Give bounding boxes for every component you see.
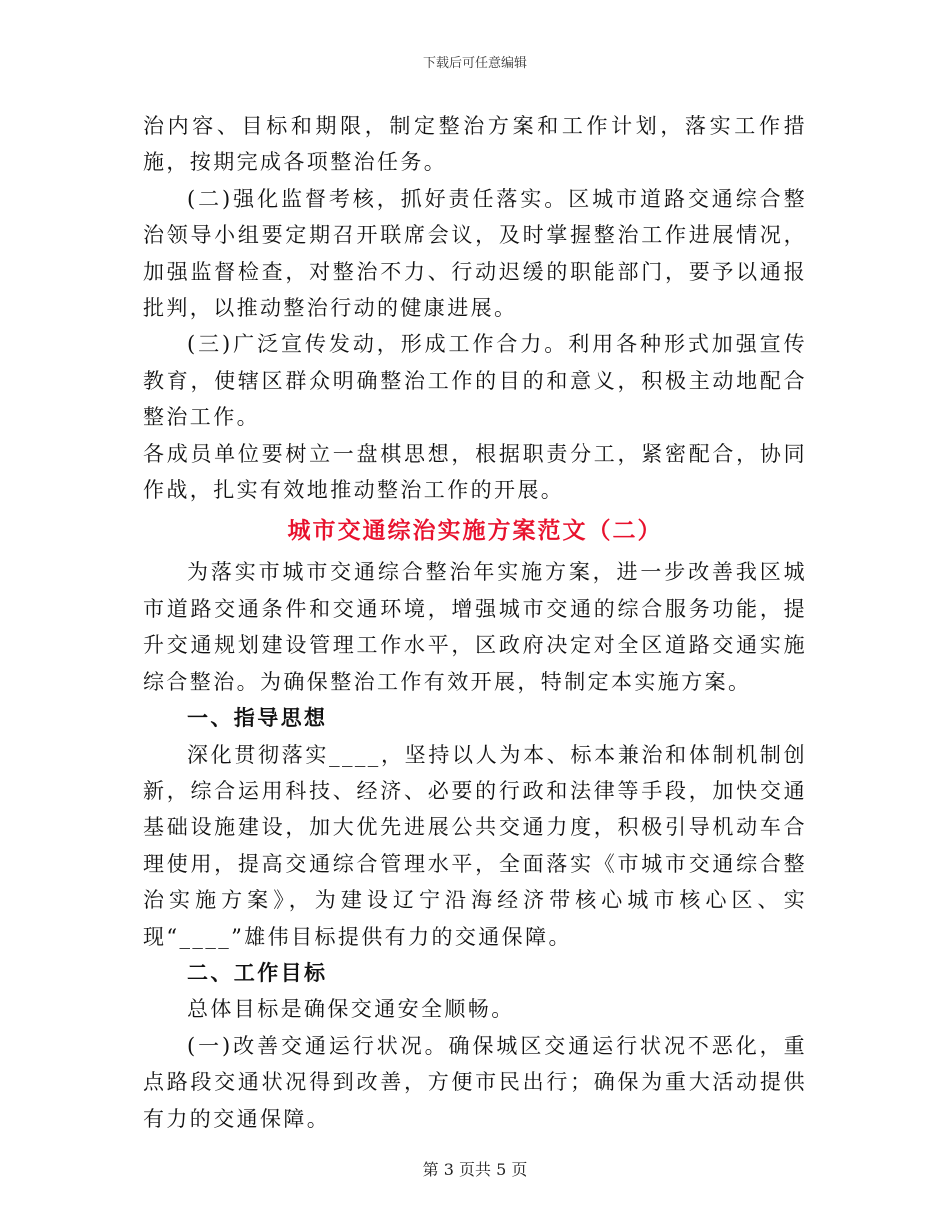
section-title: 城市交通综治实施方案范文（二）: [287, 517, 663, 545]
page-header: 下载后可任意编辑: [422, 56, 527, 71]
paragraph-continuation: 治内容、目标和期限，制定整治方案和工作计划，落实工作措施，按期完成各项整治任务。: [143, 114, 807, 175]
paragraph-guiding-ideology: 深化贯彻落实____，坚持以人为本、标本兼治和体制机制创新，综合运用科技、经济、必要的行政和法律等手段，加快交通基础设施建设，加大优先进展公共交通力度，积极引导机动车合理使用，提高交通综合管理水平，全面落实《市城市交通综合整治实施方案》，为建设辽宁沿海经济带核心城市核心区、实现“____”雄伟目标提供有力的交通保障。: [143, 742, 807, 949]
page-footer: 第 3 页共 5 页: [422, 1160, 528, 1179]
paragraph-overall-goal: 总体目标是确保交通安全顺畅。: [187, 997, 515, 1022]
paragraph-publicity: (三)广泛宣传发动，形成工作合力。利用各种形式加强宣传教育，使辖区群众明确整治工作的目的和意义，积极主动地配合整治工作。: [143, 332, 807, 430]
heading-guiding-ideology: 一、指导思想: [187, 705, 328, 731]
paragraph-intro: 为落实市城市交通综合整治年实施方案，进一步改善我区城市道路交通条件和交通环境，增强城市交通的综合服务功能，提升交通规划建设管理工作水平，区政府决定对全区道路交通实施综合整治。为确保整治工作有效开展，特制定本实施方案。: [143, 560, 807, 694]
paragraph-supervision: (二)强化监督考核，抓好责任落实。区城市道路交通综合整治领导小组要定期召开联席会议，及时掌握整治工作进展情况，加强监督检查，对整治不力、行动迟缓的职能部门，要予以通报批判，以推动整治行动的健康进展。: [143, 186, 807, 321]
heading-work-goals: 二、工作目标: [187, 959, 328, 985]
paragraph-cooperation: 各成员单位要树立一盘棋思想，根据职责分工，紧密配合，协同作战，扎实有效地推动整治工作的开展。: [143, 441, 807, 503]
paragraph-traffic-improvement: (一)改善交通运行状况。确保城区交通运行状况不恶化，重点路段交通状况得到改善，方便市民出行；确保为重大活动提供有力的交通保障。: [143, 1033, 807, 1131]
document-body: [143, 108, 807, 1137]
